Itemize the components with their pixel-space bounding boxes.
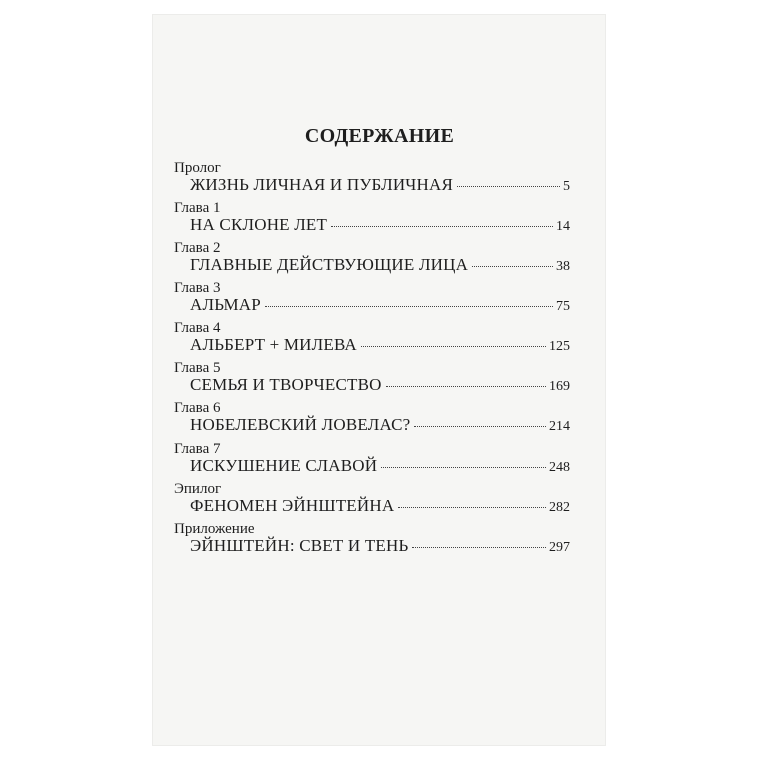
page-number: 214 (549, 419, 570, 434)
dot-leader (457, 186, 560, 187)
page-number: 297 (549, 540, 570, 555)
chapter-label: Эпилог (174, 481, 222, 497)
toc-row (190, 496, 570, 518)
chapter-label: Пролог (174, 160, 221, 176)
dot-leader (386, 386, 546, 387)
dot-leader (265, 306, 553, 307)
page-number: 248 (549, 460, 570, 475)
chapter-title: АЛЬБЕРТ + МИЛЕВА (190, 335, 357, 354)
chapter-label: Глава 6 (174, 400, 221, 416)
chapter-label: Глава 3 (174, 280, 221, 296)
toc-row (190, 456, 570, 478)
toc-row (190, 375, 570, 397)
page-number: 169 (549, 379, 570, 394)
chapter-title: НА СКЛОНЕ ЛЕТ (190, 215, 328, 234)
toc-row (190, 255, 570, 277)
chapter-label: Приложение (174, 521, 255, 537)
toc-row (190, 536, 570, 558)
chapter-label: Глава 1 (174, 200, 221, 216)
page-number: 14 (556, 219, 570, 234)
chapter-title: ГЛАВНЫЕ ДЕЙСТВУЮЩИЕ ЛИЦА (190, 255, 469, 274)
page-number: 125 (549, 339, 570, 354)
chapter-label: Глава 2 (174, 240, 221, 256)
dot-leader (381, 467, 546, 468)
dot-leader (412, 547, 546, 548)
dot-leader (472, 266, 553, 267)
dot-leader (398, 507, 546, 508)
dot-leader (361, 346, 546, 347)
page-number: 282 (549, 500, 570, 515)
chapter-label: Глава 4 (174, 320, 221, 336)
toc-row (190, 335, 570, 357)
chapter-label: Глава 5 (174, 360, 221, 376)
chapter-title: ИСКУШЕНИЕ СЛАВОЙ (190, 456, 378, 475)
chapter-title: НОБЕЛЕВСКИЙ ЛОВЕЛАС? (190, 415, 411, 434)
chapter-title: ЭЙНШТЕЙН: СВЕТ И ТЕНЬ (190, 536, 409, 555)
chapter-label: Глава 7 (174, 441, 221, 457)
chapter-title: ФЕНОМЕН ЭЙНШТЕЙНА (190, 496, 395, 515)
toc-row (190, 295, 570, 317)
page-number: 5 (563, 179, 570, 194)
page-number: 38 (556, 259, 570, 274)
chapter-title: СЕМЬЯ И ТВОРЧЕСТВО (190, 375, 382, 394)
toc-row (190, 415, 570, 437)
dot-leader (331, 226, 553, 227)
page-number: 75 (556, 299, 570, 314)
toc-row (190, 175, 570, 197)
toc-row (190, 215, 570, 237)
page-title: СОДЕРЖАНИЕ (304, 125, 455, 147)
dot-leader (414, 426, 546, 427)
chapter-title: АЛЬМАР (190, 295, 261, 314)
chapter-title: ЖИЗНЬ ЛИЧНАЯ И ПУБЛИЧНАЯ (190, 175, 454, 194)
